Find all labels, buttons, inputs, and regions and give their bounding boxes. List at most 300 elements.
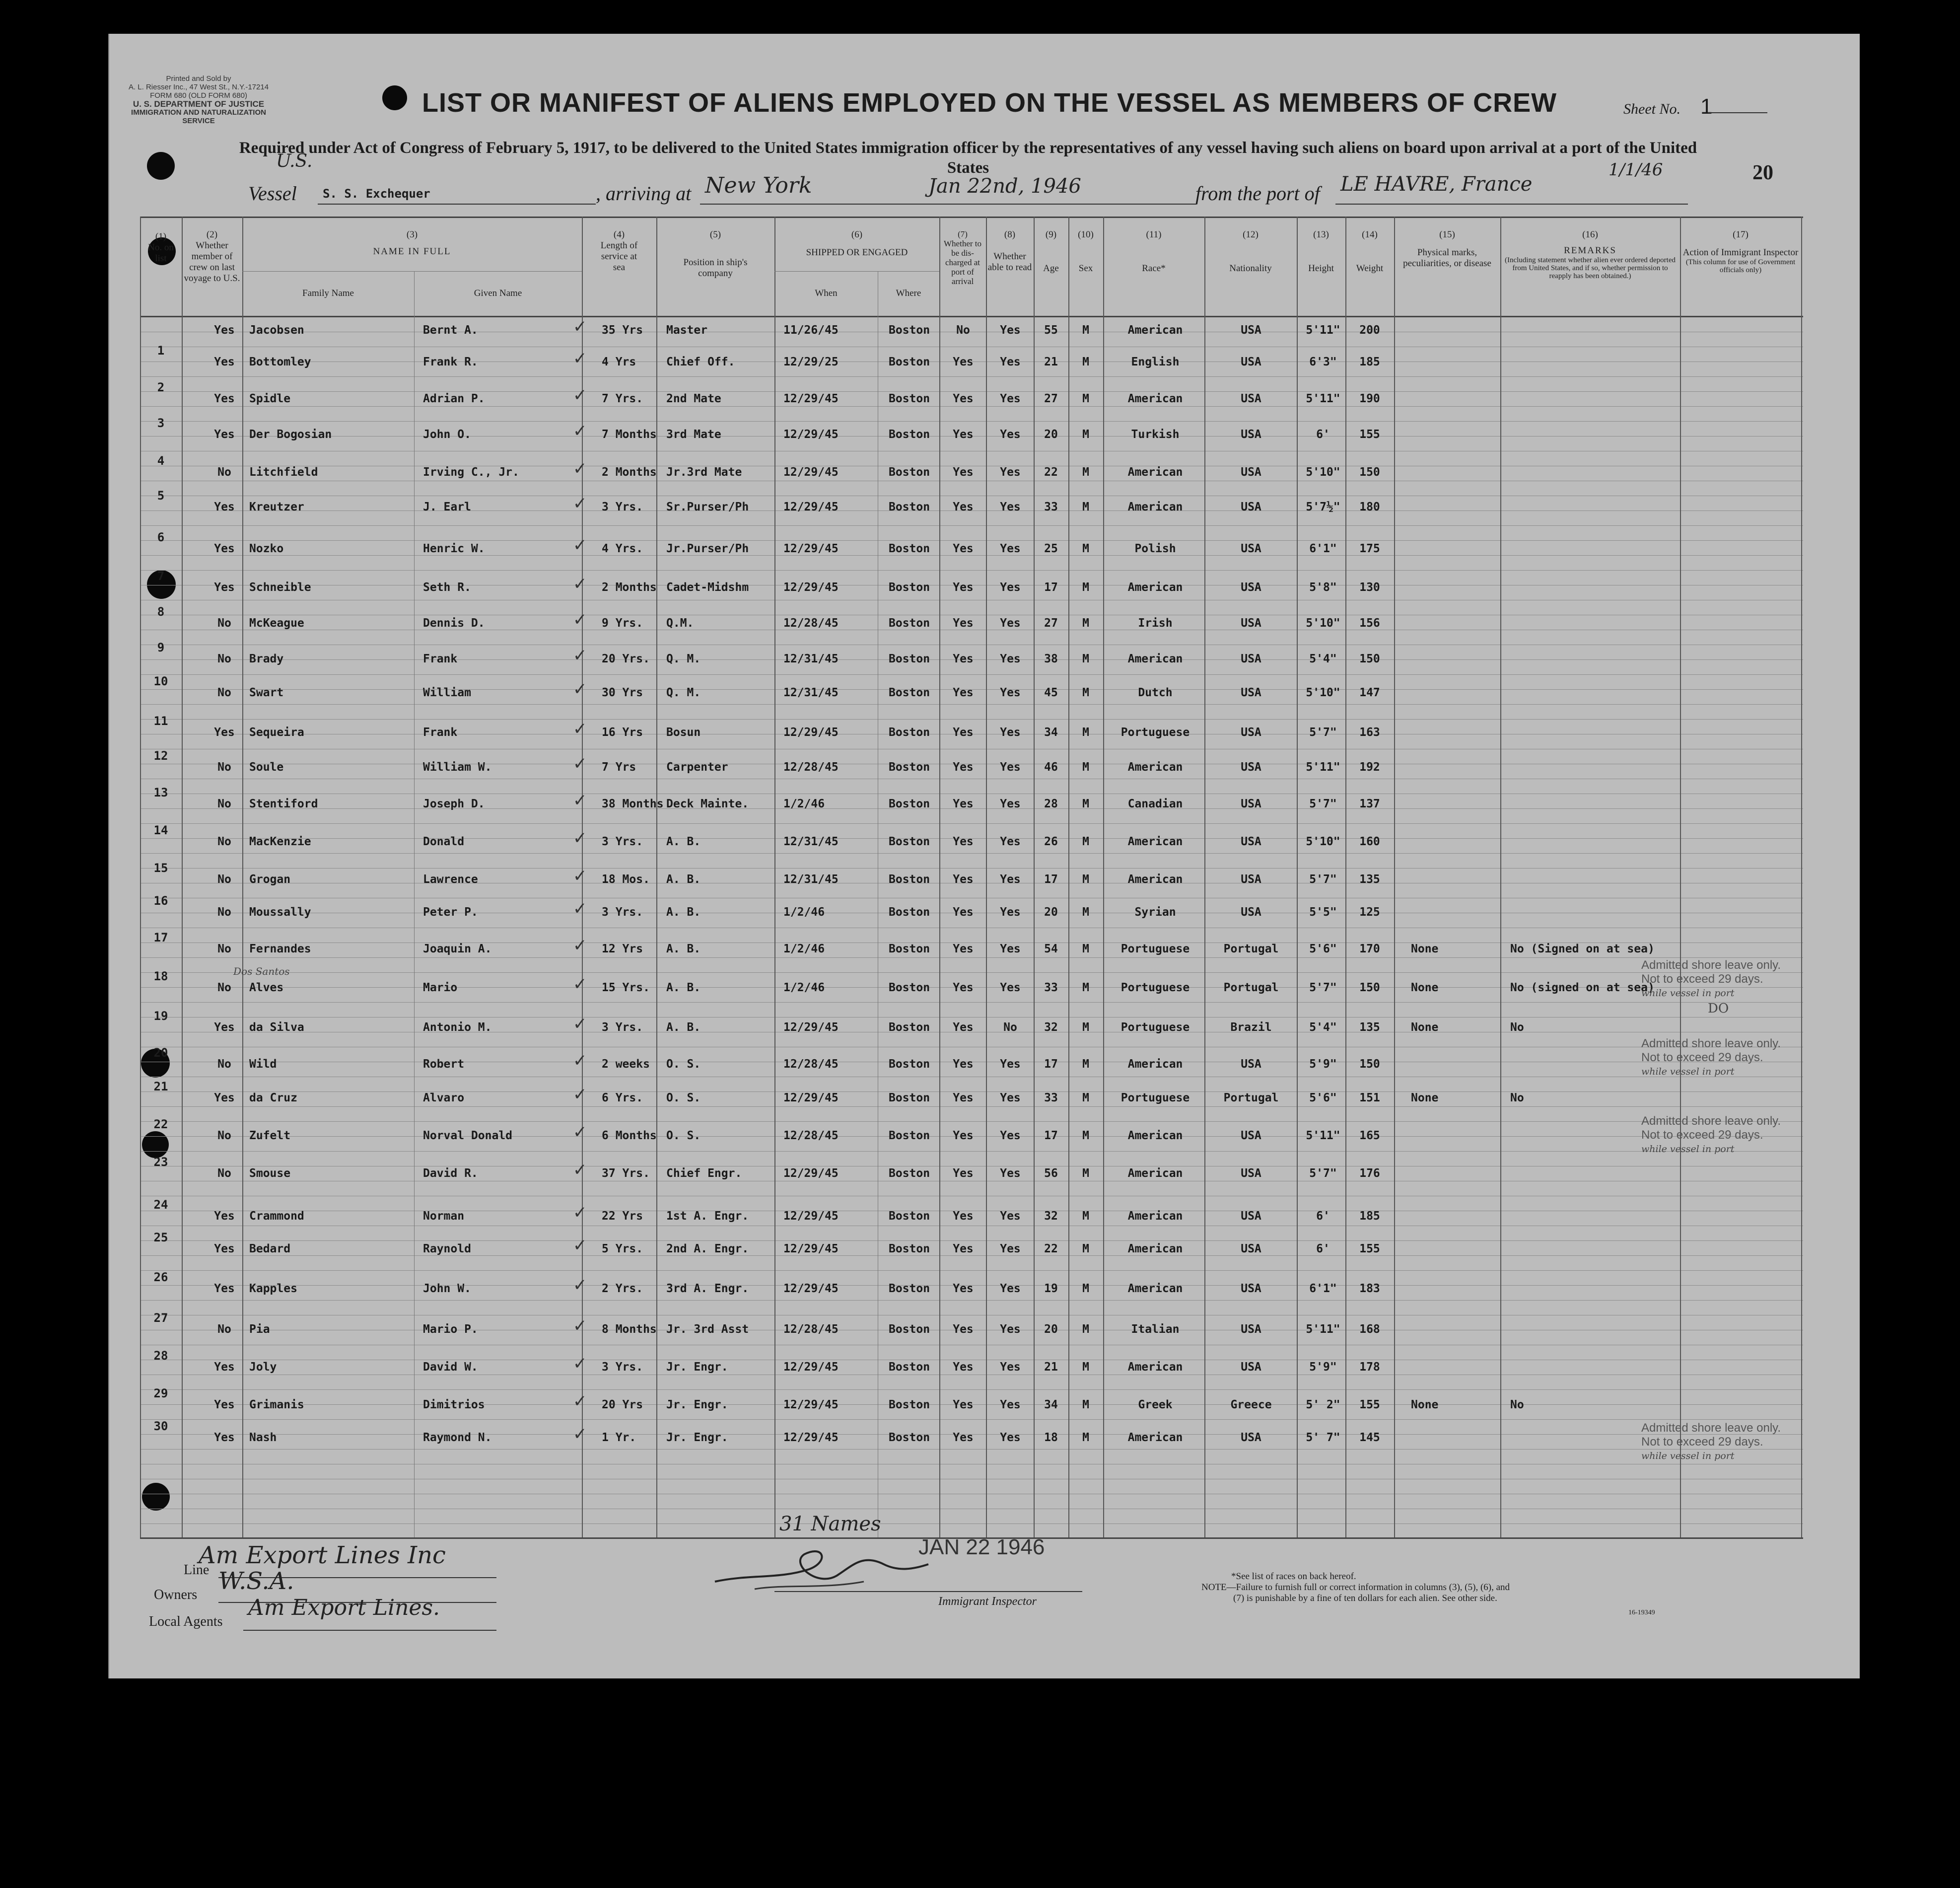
cell-service: 3 Yrs.: [602, 1361, 643, 1374]
cell-height: 5'9": [1309, 1361, 1337, 1374]
note-line: *See list of races on back hereof.: [1231, 1571, 1356, 1582]
cell-nationality: Portugal: [1223, 943, 1279, 955]
col-header-service: [582, 229, 656, 273]
cell-sex: M: [1082, 798, 1089, 810]
cell-given-name: Irving C., Jr.: [423, 466, 519, 479]
stamp-line: Not to exceed 29 days.: [1641, 1435, 1763, 1449]
cell-discharged: Yes: [953, 798, 974, 810]
cell-given-name: David R.: [423, 1167, 478, 1180]
col-header-nationality: [1204, 229, 1297, 274]
cell-when: 12/29/45: [783, 392, 839, 405]
col-num: (13): [1313, 229, 1329, 240]
ruled-line: [140, 853, 1803, 854]
cell-when: 12/31/45: [783, 873, 839, 886]
cell-prev-voyage: No: [217, 466, 231, 479]
col-header-inspector-action: [1680, 229, 1801, 274]
cell-where: Boston: [889, 686, 930, 699]
cell-height: 5'7": [1309, 981, 1337, 994]
check-mark-icon: ✓: [573, 754, 587, 774]
cell-row-number: 16: [153, 894, 168, 908]
cell-read: Yes: [1000, 1361, 1021, 1374]
cell-discharged: Yes: [953, 981, 974, 994]
cell-read: Yes: [1000, 1167, 1021, 1180]
cell-remarks: No (Signed on at sea): [1510, 943, 1655, 955]
col-num: (6): [851, 229, 863, 240]
col-num: (7): [958, 229, 968, 239]
cell-service: 3 Yrs.: [602, 1021, 643, 1034]
col-header-when: When: [815, 288, 838, 298]
cell-row-number: 26: [153, 1270, 168, 1284]
cell-sex: M: [1082, 617, 1089, 630]
ruled-line: [140, 823, 1803, 824]
vessel-underline: [318, 204, 596, 205]
ruled-line: [140, 525, 1803, 526]
cell-discharged: No: [956, 324, 970, 337]
cell-read: Yes: [1000, 726, 1021, 739]
cell-read: Yes: [1000, 501, 1021, 513]
cell-height: 5'11": [1306, 761, 1340, 774]
cell-nationality: Portugal: [1223, 1091, 1279, 1104]
cell-given-name: Norman: [423, 1210, 465, 1223]
col-header-shipped: [774, 229, 939, 258]
table-row: [140, 894, 1803, 923]
crew-table: [140, 217, 1803, 1888]
cell-where: Boston: [889, 1058, 930, 1071]
cell-where: Boston: [889, 1398, 930, 1411]
cell-prev-voyage: Yes: [214, 392, 235, 405]
cell-service: 5 Yrs.: [602, 1242, 643, 1255]
cell-given-name: Seth R.: [423, 581, 471, 594]
cell-family-name: da Silva: [249, 1021, 304, 1034]
col-label: Sex: [1078, 263, 1093, 274]
cell-read: Yes: [1000, 906, 1021, 919]
cell-discharged: Yes: [953, 581, 974, 594]
check-mark-icon: ✓: [573, 1424, 587, 1444]
agents-underline: [243, 1630, 496, 1631]
cell-position: 3rd Mate: [666, 428, 721, 441]
cell-row-number: 15: [153, 861, 168, 875]
table-row: [140, 1198, 1803, 1227]
cell-service: 8 Months: [602, 1323, 657, 1336]
cell-race: American: [1127, 581, 1183, 594]
cell-given-name: Frank R.: [423, 356, 478, 368]
cell-when: 12/29/45: [783, 428, 839, 441]
cell-nationality: USA: [1241, 1242, 1261, 1255]
cell-weight: 185: [1359, 1210, 1380, 1223]
cell-weight: 135: [1359, 1021, 1380, 1034]
cell-discharged: Yes: [953, 1282, 974, 1295]
cell-where: Boston: [889, 356, 930, 368]
cell-discharged: Yes: [953, 428, 974, 441]
check-mark-icon: ✓: [573, 317, 587, 337]
cell-where: Boston: [889, 906, 930, 919]
cell-row-number: 23: [153, 1155, 168, 1169]
cell-sex: M: [1082, 1021, 1089, 1034]
cell-given-name: David W.: [423, 1361, 478, 1374]
check-mark-icon: ✓: [573, 936, 587, 955]
cell-weight: 151: [1359, 1091, 1380, 1104]
sheet-underline: [1708, 112, 1767, 113]
cell-nationality: USA: [1241, 1323, 1261, 1336]
inspector-date-stamp: JAN 22 1946: [918, 1535, 1045, 1559]
cell-nationality: USA: [1241, 1361, 1261, 1374]
cell-sex: M: [1082, 1167, 1089, 1180]
cell-sex: M: [1082, 1129, 1089, 1142]
cell-read: Yes: [1000, 542, 1021, 555]
cell-position: A. B.: [666, 981, 701, 994]
cell-given-name: Donald: [423, 835, 465, 848]
cell-race: American: [1127, 761, 1183, 774]
cell-discharged: Yes: [953, 392, 974, 405]
shore-leave-stamp: [1641, 1114, 1781, 1156]
ruled-line: [140, 1121, 1803, 1122]
cell-race: Dutch: [1138, 686, 1173, 699]
cell-given-name: Mario: [423, 981, 458, 994]
line-value: Am Export Lines Inc: [199, 1541, 446, 1569]
cell-height: 5'10": [1306, 686, 1340, 699]
cell-race: American: [1127, 1210, 1183, 1223]
cell-height: 6': [1316, 1242, 1330, 1255]
from-port-label: from the port of: [1195, 182, 1320, 205]
table-row: [140, 1080, 1803, 1108]
cell-read: Yes: [1000, 356, 1021, 368]
cell-row-number: 4: [157, 454, 165, 468]
ruled-line: [140, 1151, 1803, 1152]
cell-age: 34: [1044, 1398, 1058, 1411]
cell-height: 5'4": [1309, 1021, 1337, 1034]
cell-given-name: Adrian P.: [423, 392, 485, 405]
cell-row-number: 22: [153, 1117, 168, 1131]
cell-family-name: Bedard: [249, 1242, 291, 1255]
table-row: [140, 530, 1803, 559]
cell-read: Yes: [1000, 1129, 1021, 1142]
table-row: [140, 641, 1803, 669]
cell-row-number: 11: [153, 714, 168, 728]
check-mark-icon: ✓: [573, 1051, 587, 1071]
cell-prev-voyage: No: [217, 798, 231, 810]
cell-row-number: 28: [153, 1349, 168, 1363]
col-header-given-name: Given Name: [474, 288, 522, 298]
cell-where: Boston: [889, 1431, 930, 1444]
cell-weight: 150: [1359, 466, 1380, 479]
cell-when: 12/29/45: [783, 1361, 839, 1374]
subheader-divider: [242, 271, 582, 272]
printer-line: Printed and Sold by: [166, 74, 231, 83]
cell-nationality: USA: [1241, 392, 1261, 405]
table-row: [140, 1419, 1803, 1448]
port-value: LE HAVRE, France: [1340, 173, 1533, 196]
cell-prev-voyage: No: [217, 1058, 231, 1071]
cell-service: 2 Months: [602, 466, 657, 479]
cell-race: Canadian: [1127, 798, 1183, 810]
cell-height: 5'7": [1309, 1167, 1337, 1180]
table-row: [140, 861, 1803, 890]
cell-height: 5'7": [1309, 798, 1337, 810]
cell-age: 19: [1044, 1282, 1058, 1295]
cell-service: 7 Yrs: [602, 761, 636, 774]
ruled-line: [140, 1270, 1803, 1271]
cell-service: 2 weeks: [602, 1058, 650, 1071]
cell-given-name: J. Earl: [423, 501, 471, 513]
cell-family-name: Joly: [249, 1361, 277, 1374]
cell-age: 22: [1044, 1242, 1058, 1255]
cell-nationality: USA: [1241, 653, 1261, 665]
cell-where: Boston: [889, 981, 930, 994]
cell-height: 5'5": [1309, 906, 1337, 919]
cell-race: American: [1127, 1431, 1183, 1444]
table-row: [140, 380, 1803, 409]
cell-row-number: 8: [157, 605, 165, 619]
cell-family-name: da Cruz: [249, 1091, 297, 1104]
cell-race: Portuguese: [1120, 943, 1190, 955]
col-num: (17): [1733, 229, 1749, 240]
cell-nationality: USA: [1241, 1282, 1261, 1295]
cell-where: Boston: [889, 1323, 930, 1336]
cell-nationality: USA: [1241, 542, 1261, 555]
cell-prev-voyage: No: [217, 1167, 231, 1180]
table-row: [140, 786, 1803, 814]
cell-given-name: Bernt A.: [423, 324, 478, 337]
cell-when: 12/29/45: [783, 1431, 839, 1444]
cell-weight: 180: [1359, 501, 1380, 513]
cell-prev-voyage: Yes: [214, 1021, 235, 1034]
cell-nationality: USA: [1241, 1210, 1261, 1223]
cell-read: Yes: [1000, 873, 1021, 886]
cell-when: 12/28/45: [783, 1058, 839, 1071]
col-header-where: Where: [896, 288, 921, 298]
cell-race: Polish: [1134, 542, 1176, 555]
sheet-label: Sheet No.: [1623, 101, 1680, 117]
cell-age: 32: [1044, 1210, 1058, 1223]
check-mark-icon: ✓: [573, 679, 587, 699]
cell-height: 5'7": [1309, 726, 1337, 739]
cell-read: Yes: [1000, 1323, 1021, 1336]
cell-age: 27: [1044, 392, 1058, 405]
cell-race: American: [1127, 392, 1183, 405]
col-header-weight: [1345, 229, 1394, 274]
cell-discharged: Yes: [953, 761, 974, 774]
cell-race: American: [1127, 501, 1183, 513]
owners-label: Owners: [154, 1587, 198, 1602]
check-mark-icon: ✓: [573, 459, 587, 479]
cell-nationality: USA: [1241, 466, 1261, 479]
cell-nationality: USA: [1241, 798, 1261, 810]
cell-given-name: Joseph D.: [423, 798, 485, 810]
cell-sex: M: [1082, 835, 1089, 848]
ruled-line: [140, 421, 1803, 422]
cell-row-number: 6: [157, 530, 165, 544]
cell-given-name: Antonio M.: [423, 1021, 492, 1034]
stamp-line: Not to exceed 29 days.: [1641, 1128, 1763, 1142]
cell-sex: M: [1082, 1210, 1089, 1223]
footer-note: [1201, 1571, 1688, 1604]
cell-weight: 155: [1359, 1398, 1380, 1411]
cell-prev-voyage: No: [217, 653, 231, 665]
cell-discharged: Yes: [953, 906, 974, 919]
cell-prev-voyage: No: [217, 943, 231, 955]
cell-sex: M: [1082, 581, 1089, 594]
cell-where: Boston: [889, 466, 930, 479]
table-row: [140, 454, 1803, 483]
cell-discharged: Yes: [953, 1167, 974, 1180]
cell-sex: M: [1082, 1398, 1089, 1411]
cell-position: Deck Mainte.: [666, 798, 749, 810]
cell-weight: 170: [1359, 943, 1380, 955]
table-row: [140, 1311, 1803, 1340]
cell-position: 2nd A. Engr.: [666, 1242, 749, 1255]
stamp-line: while vessel in port: [1641, 1451, 1735, 1461]
cell-family-name: Schneible: [249, 581, 311, 594]
cell-read: Yes: [1000, 943, 1021, 955]
cell-position: Cadet-Midshm: [666, 581, 749, 594]
cell-sex: M: [1082, 466, 1089, 479]
cell-discharged: Yes: [953, 542, 974, 555]
cell-height: 5' 2": [1306, 1398, 1340, 1411]
cell-height: 5'8": [1309, 581, 1337, 594]
cell-given-name: Frank: [423, 653, 458, 665]
page-title: LIST OR MANIFEST OF ALIENS EMPLOYED ON THE VESSEL AS MEMBERS OF CREW: [422, 88, 1557, 118]
cell-nationality: USA: [1241, 686, 1261, 699]
ruled-line: [140, 1419, 1803, 1420]
col-label: NAME IN FULL: [373, 246, 451, 257]
cell-age: 26: [1044, 835, 1058, 848]
cell-nationality: USA: [1241, 906, 1261, 919]
cell-weight: 176: [1359, 1167, 1380, 1180]
cell-race: Portuguese: [1120, 1091, 1190, 1104]
cell-nationality: Portugal: [1223, 981, 1279, 994]
cell-position: O. S.: [666, 1091, 701, 1104]
agents-label: Local Agents: [149, 1614, 223, 1629]
cell-where: Boston: [889, 943, 930, 955]
stamp-line: Admitted shore leave only.: [1641, 1421, 1781, 1435]
cell-when: 12/29/45: [783, 1398, 839, 1411]
cell-read: Yes: [1000, 1091, 1021, 1104]
cell-sex: M: [1082, 726, 1089, 739]
cell-nationality: USA: [1241, 324, 1261, 337]
cell-when: 12/29/45: [783, 581, 839, 594]
cell-family-name: MacKenzie: [249, 835, 311, 848]
check-mark-icon: ✓: [573, 494, 587, 513]
cell-age: 22: [1044, 466, 1058, 479]
cell-family-name: Smouse: [249, 1167, 291, 1180]
check-mark-icon: ✓: [573, 421, 587, 441]
cell-prev-voyage: No: [217, 981, 231, 994]
cell-position: Q.M.: [666, 617, 694, 630]
cell-race: Greek: [1138, 1398, 1173, 1411]
cell-family-name: Spidle: [249, 392, 291, 405]
cell-row-number: 25: [153, 1231, 168, 1244]
col-header-prev-voyage: [182, 229, 242, 284]
cell-prev-voyage: Yes: [214, 581, 235, 594]
cell-family-name: Wild: [249, 1058, 277, 1071]
cell-when: 12/29/45: [783, 1210, 839, 1223]
col-label: SHIPPED OR ENGAGED: [806, 247, 908, 258]
table-row: [140, 931, 1803, 959]
cell-sex: M: [1082, 1431, 1089, 1444]
cell-row-number: 24: [153, 1198, 168, 1212]
cell-given-name: Raynold: [423, 1242, 471, 1255]
cell-discharged: Yes: [953, 1058, 974, 1071]
cell-service: 37 Yrs.: [602, 1167, 650, 1180]
cell-service: 38 Months: [602, 798, 664, 810]
cell-where: Boston: [889, 1210, 930, 1223]
cell-family-name: McKeague: [249, 617, 304, 630]
cell-position: Jr. 3rd Asst: [666, 1323, 749, 1336]
cell-position: A. B.: [666, 906, 701, 919]
cell-read: Yes: [1000, 1242, 1021, 1255]
note-line: NOTE—Failure to furnish full or correct information in columns (3), (5), (6), and: [1201, 1582, 1510, 1593]
ruled-line: [140, 570, 1803, 571]
dos-santos-annotation: Dos Santos: [233, 965, 290, 977]
cell-nationality: USA: [1241, 1129, 1261, 1142]
cell-service: 1 Yr.: [602, 1431, 636, 1444]
cell-age: 17: [1044, 581, 1058, 594]
col-label: Age: [1043, 263, 1059, 274]
cell-height: 5'11": [1306, 1323, 1340, 1336]
table-row: [140, 674, 1803, 703]
col-label: Position in ship's company: [683, 257, 748, 279]
cell-discharged: Yes: [953, 873, 974, 886]
cell-prev-voyage: No: [217, 1323, 231, 1336]
check-mark-icon: ✓: [573, 974, 587, 994]
cell-sex: M: [1082, 501, 1089, 513]
cell-physical-marks: None: [1411, 1091, 1439, 1104]
cell-age: 45: [1044, 686, 1058, 699]
stamp-line: while vessel in port: [1641, 1144, 1735, 1155]
cell-service: 3 Yrs.: [602, 501, 643, 513]
cell-where: Boston: [889, 392, 930, 405]
cell-physical-marks: None: [1411, 943, 1439, 955]
cell-prev-voyage: Yes: [214, 1282, 235, 1295]
cell-when: 12/29/45: [783, 1242, 839, 1255]
sheet-value: 1: [1700, 94, 1713, 119]
cell-prev-voyage: Yes: [214, 356, 235, 368]
cell-weight: 168: [1359, 1323, 1380, 1336]
cell-service: 35 Yrs: [602, 324, 643, 337]
cell-where: Boston: [889, 873, 930, 886]
cell-height: 5'7½": [1306, 501, 1340, 513]
col-num: (10): [1078, 229, 1094, 240]
cell-weight: 183: [1359, 1282, 1380, 1295]
punch-hole: [147, 152, 175, 180]
cell-race: American: [1127, 835, 1183, 848]
cell-nationality: USA: [1241, 581, 1261, 594]
table-row: [140, 1386, 1803, 1415]
cell-where: Boston: [889, 581, 930, 594]
inspector-label: Immigrant Inspector: [938, 1595, 1037, 1608]
col-num: (12): [1243, 229, 1259, 240]
cell-race: American: [1127, 1282, 1183, 1295]
cell-service: 2 Yrs.: [602, 1282, 643, 1295]
cell-race: American: [1127, 1242, 1183, 1255]
cell-position: A. B.: [666, 835, 701, 848]
note-line: (7) is punishable by a fine of ten dollars for each alien. See other side.: [1233, 1593, 1497, 1603]
cell-service: 4 Yrs.: [602, 542, 643, 555]
cell-sex: M: [1082, 1323, 1089, 1336]
cell-prev-voyage: Yes: [214, 1398, 235, 1411]
cell-sex: M: [1082, 1282, 1089, 1295]
check-mark-icon: ✓: [573, 385, 587, 405]
cell-family-name: Bottomley: [249, 356, 311, 368]
cell-row-number: 17: [153, 931, 168, 944]
cell-where: Boston: [889, 1091, 930, 1104]
col-label: Action of Immigrant Inspector: [1682, 247, 1799, 258]
col-label: Height: [1308, 263, 1334, 274]
cell-position: Q. M.: [666, 686, 701, 699]
cell-sex: M: [1082, 542, 1089, 555]
cell-where: Boston: [889, 1282, 930, 1295]
col-header-family-name: Family Name: [302, 288, 354, 298]
